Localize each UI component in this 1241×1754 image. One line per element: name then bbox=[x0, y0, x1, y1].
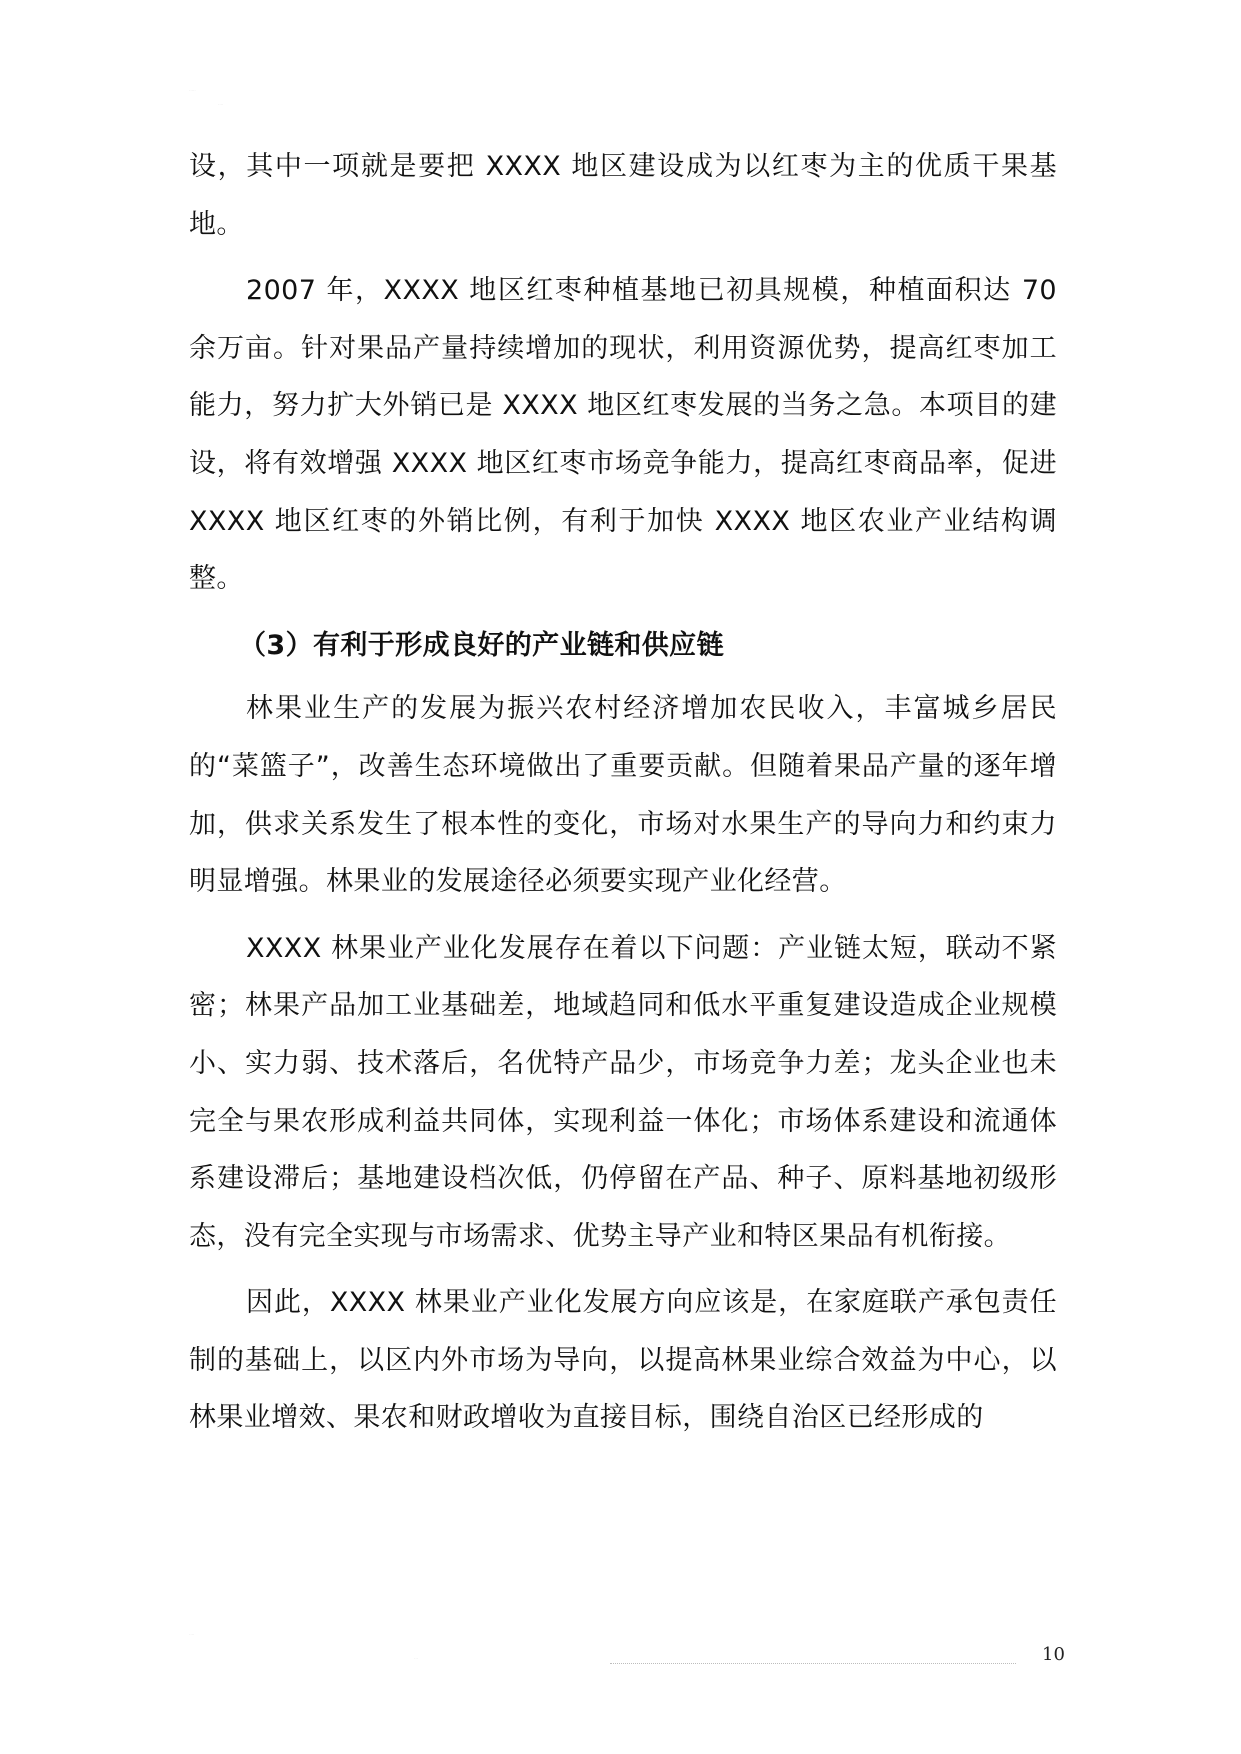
paragraph-development-direction: 因此，XXXX 林果业产业化发展方向应该是，在家庭联产承包责任制的基础上，以区内外市场为导向，以提高林果业综合效益为中心，以林果业增效、果农和财政增收为直接目标，围绕自治区已经形成的 bbox=[189, 1287, 1057, 1434]
section-heading: （3）有利于形成良好的产业链和供应链 bbox=[239, 629, 724, 661]
crop-mark-top-left: ····· bbox=[189, 88, 196, 93]
footer-divider bbox=[610, 1663, 1016, 1664]
body-text bbox=[189, 138, 1057, 1456]
paragraph-forestry-development: 林果业生产的发展为振兴农村经济增加农民收入，丰富城乡居民的“菜篮子”，改善生态环境做出了重要贡献。但随着果品产量的逐年增加，供求关系发生了根本性的变化，市场对水果生产的导向力和约束力明显增强。林果业的发展途径必须要实现产业化经营。 bbox=[189, 693, 1057, 898]
crop-mark-bottom-center: ··· bbox=[414, 1656, 418, 1661]
paragraph-continuation: 设，其中一项就是要把 XXXX 地区建设成为以红枣为主的优质干果基地。 bbox=[189, 151, 1057, 240]
page-number: 10 bbox=[1042, 1644, 1065, 1665]
paragraph-red-dates-2007: 2007 年，XXXX 地区红枣种植基地已初具规模，种植面积达 70 余万亩。针对果品产量持续增加的现状，利用资源优势，提高红枣加工能力，努力扩大外销已是 XXXX 地区红枣发展的当务之急。本项目的建设，将有效增强 XXXX 地区红枣市场竞争能力，提高红枣商品率，促进 XXXX 地区红枣的外销比例，有利于加快 XXXX 地区农业产业结构调整。 bbox=[189, 275, 1057, 595]
crop-mark-top-left-secondary: ···· bbox=[218, 102, 224, 107]
paragraph-industry-problems: XXXX 林果业产业化发展存在着以下问题：产业链太短，联动不紧密；林果产品加工业基础差，地域趋同和低水平重复建设造成企业规模小、实力弱、技术落后，名优特产品少，市场竞争力差；龙头企业也未完全与果农形成利益共同体，实现利益一体化；市场体系建设和流通体系建设滞后；基地建设档次低，仍停留在产品、种子、原料基地初级形态，没有完全实现与市场需求、优势主导产业和特区果品有机衔接。 bbox=[189, 932, 1057, 1252]
crop-mark-bottom-left: ···· bbox=[189, 1632, 195, 1637]
